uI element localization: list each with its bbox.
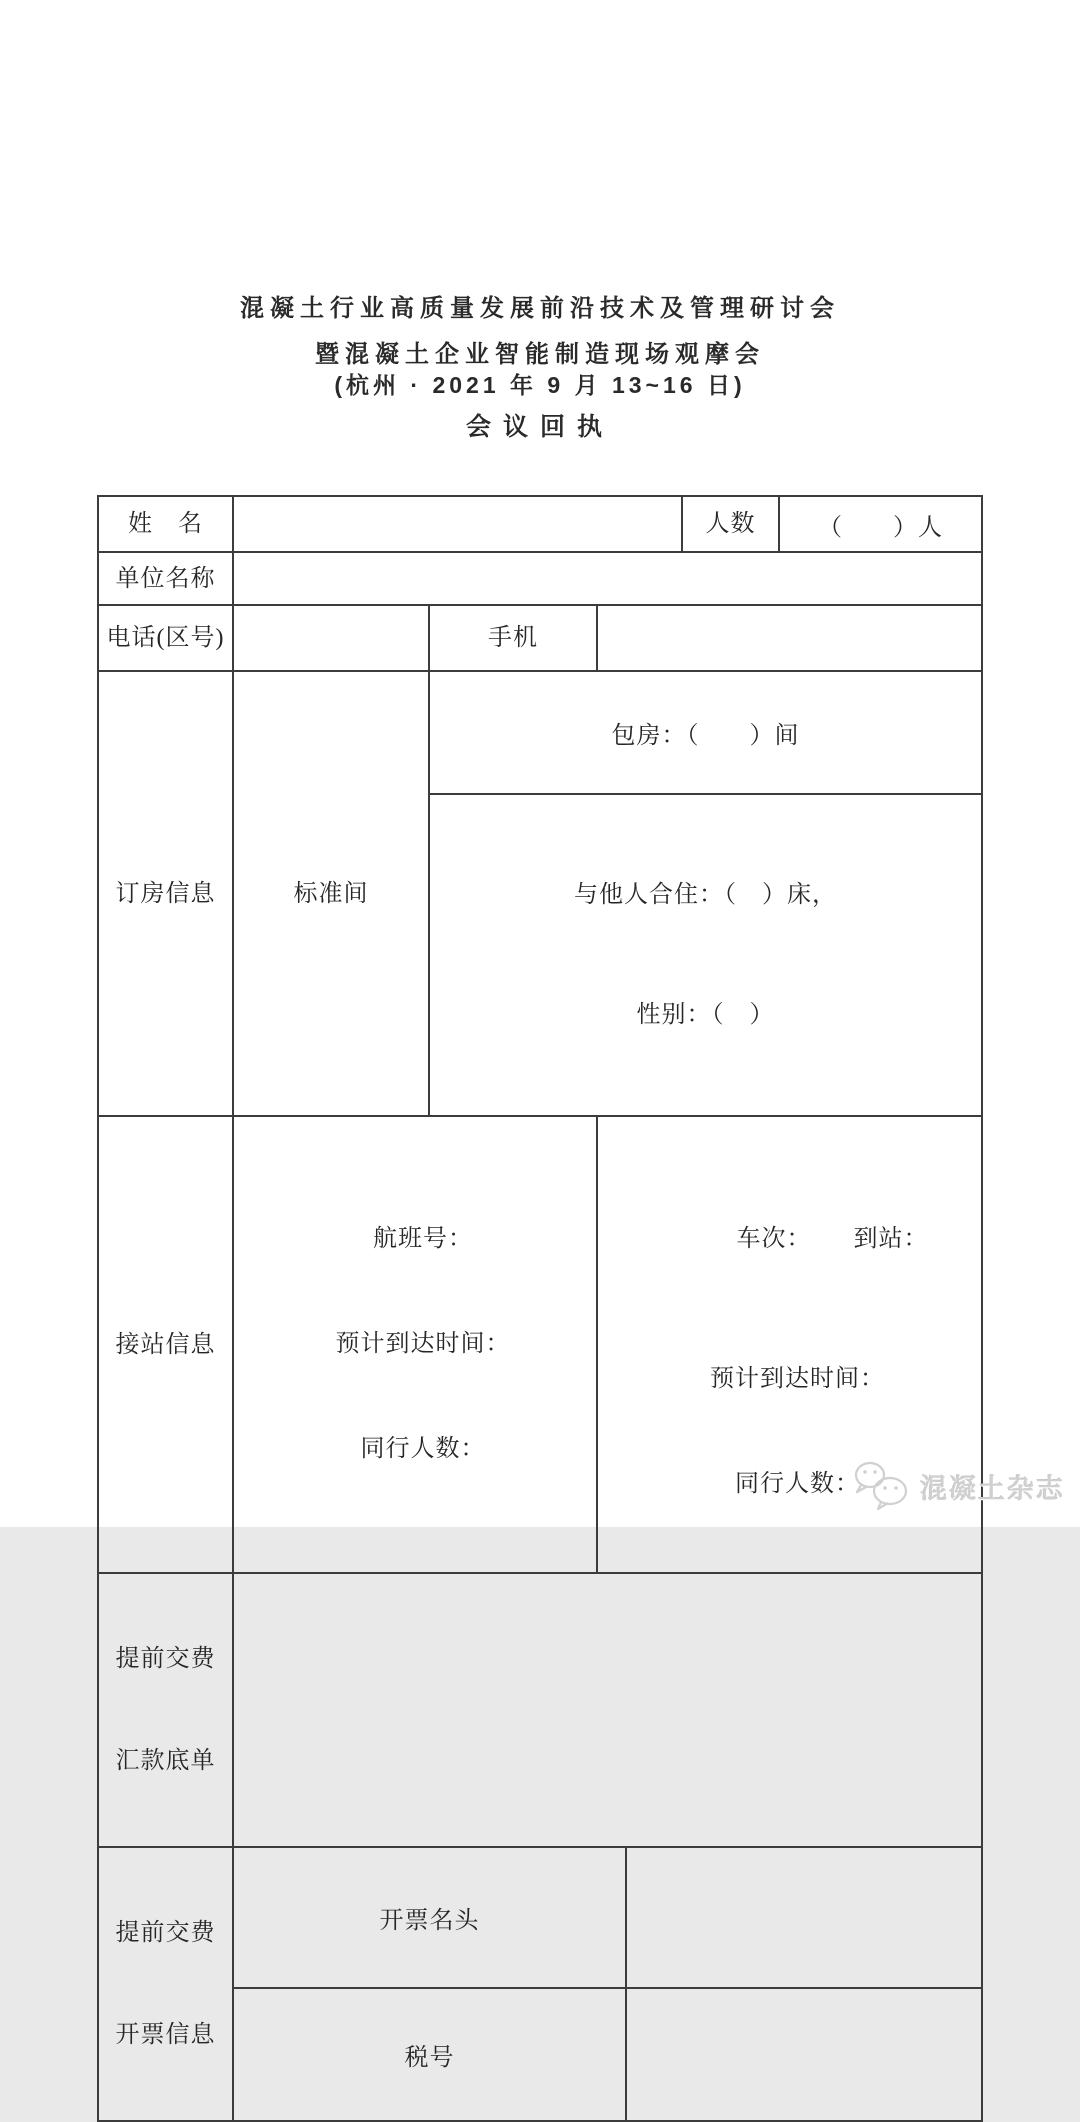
train-companions-label: 同行人数： (735, 1471, 860, 1497)
wechat-icon (848, 1458, 912, 1514)
shared-room-cell (429, 794, 982, 1116)
remittance-slip-cell (233, 1573, 982, 1847)
magazine-watermark (848, 1458, 1065, 1514)
flight-number-label: 航班号： (373, 1226, 473, 1252)
organization-label: 单位名称 (98, 552, 233, 605)
booking-row-label: 订房信息 (98, 671, 233, 1116)
arrival-station-label: 到站： (853, 1226, 929, 1252)
train-number-line (614, 1187, 981, 1292)
name-input-cell (233, 496, 682, 552)
shared-room-line2: 性别：（ ） (636, 1002, 775, 1028)
flight-companions-label: 同行人数： (360, 1436, 486, 1462)
organization-input-cell (233, 552, 982, 605)
watermark-text: 混凝土杂志 (920, 1473, 1065, 1504)
invoice-label-line1: 提前交费 (115, 1920, 216, 1946)
private-room-cell: 包房：（ ）间 (429, 671, 982, 794)
invoice-title-label: 开票名头 (233, 1847, 626, 1988)
invoice-title-input-cell (626, 1847, 982, 1988)
headcount-value-cell: （ ）人 (779, 496, 982, 552)
registration-form-table (97, 495, 983, 2122)
flight-eta-label: 预计到达时间： (335, 1331, 511, 1357)
train-eta-label: 预计到达时间： (710, 1366, 885, 1392)
payment-label-line2: 汇款底单 (115, 1748, 216, 1774)
mobile-label: 手机 (429, 605, 597, 671)
conference-date-location: (杭州 · 2021 年 9 月 13~16 日) (334, 372, 746, 398)
phone-label: 电话(区号) (98, 605, 233, 671)
phone-input-cell (233, 605, 429, 671)
train-number-label: 车次： (736, 1226, 812, 1252)
invoice-row-label (98, 1847, 233, 2121)
tax-number-label: 税号 (233, 1988, 626, 2121)
room-type-label: 标准间 (233, 671, 429, 1116)
payment-label-line1: 提前交费 (115, 1646, 216, 1672)
tax-number-input-cell (626, 1988, 982, 2121)
invoice-label-line2: 开票信息 (115, 2022, 216, 2048)
shared-room-line1: 与他人合住：（ ）床， (574, 882, 837, 908)
conference-title-line1: 混凝土行业高质量发展前沿技术及管理研讨会 (240, 295, 840, 322)
flight-info-cell (233, 1116, 597, 1573)
form-title: 会议回执 (465, 413, 614, 441)
conference-title-line2: 暨混凝土企业智能制造现场观摩会 (315, 341, 765, 368)
payment-row-label (98, 1573, 233, 1847)
name-label: 姓 名 (98, 496, 233, 552)
headcount-label: 人数 (682, 496, 779, 552)
pickup-row-label: 接站信息 (98, 1116, 233, 1573)
mobile-input-cell (597, 605, 982, 671)
